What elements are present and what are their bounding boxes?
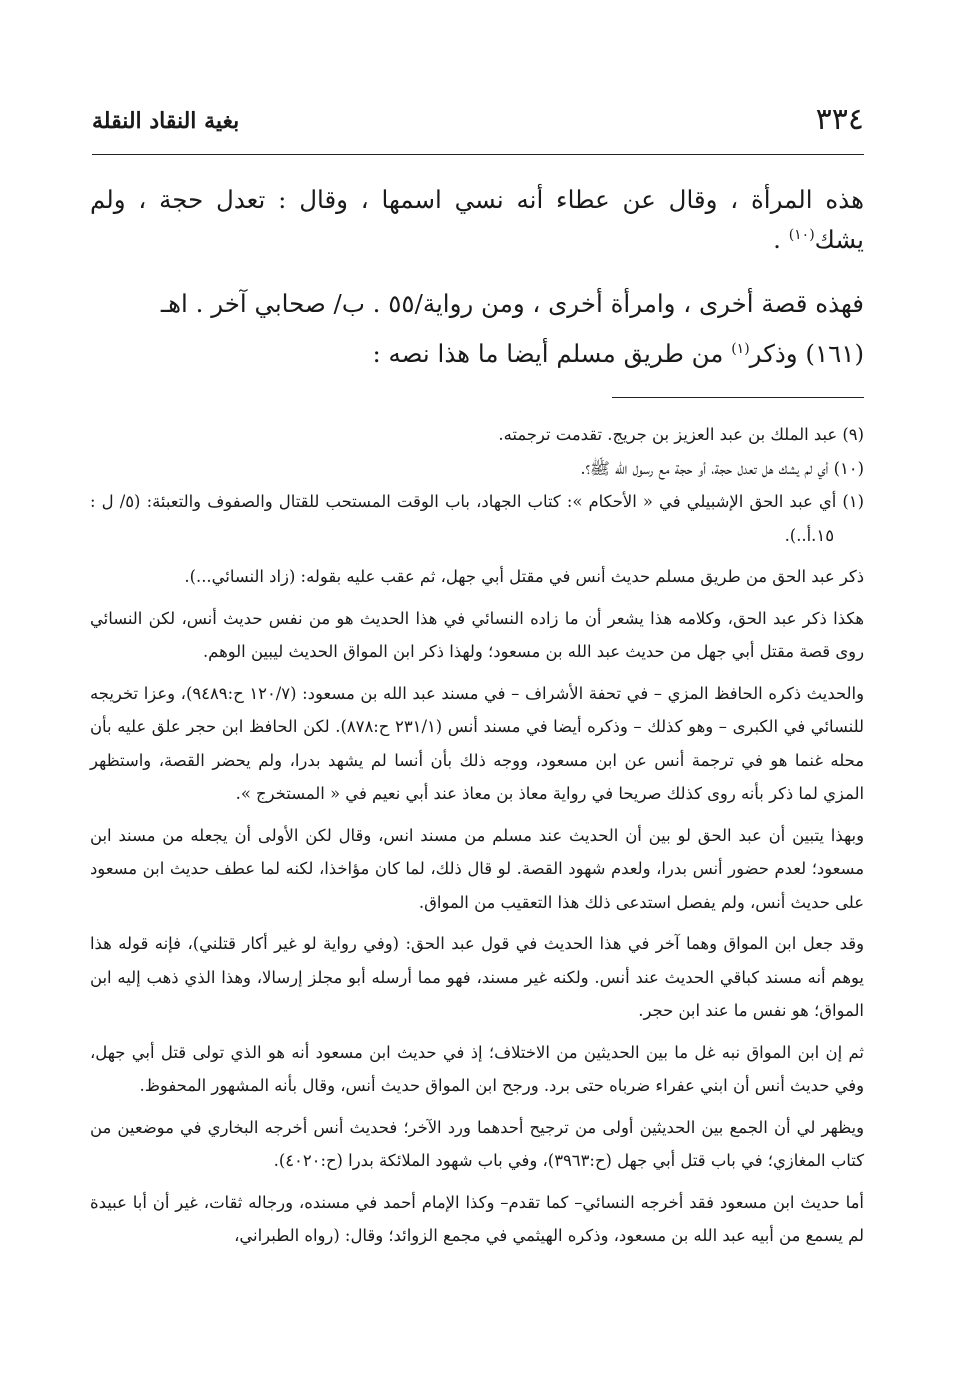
page-number: ٣٣٤: [815, 102, 864, 137]
footnote-paragraph: ثم إن ابن المواق نبه غل ما بين الحديثين من الاختلاف؛ إذ في حديث ابن مسعود أنه هو الذي تولى قتل أبي جهل، وفي حديث أنس أن ابني عفراء ضرباه حتى برد. ورجح ابن المواق حديث أنس، وقال بأنه المشهور المحفوظ.: [90, 1042, 864, 1095]
footnote-10: (١٠) أي لم يشك هل تعدل حجة، أو حجة مع رسول الله ﷺ؟.: [580, 458, 864, 478]
footnote-paragraph: أما حديث ابن مسعود فقد أخرجه النسائي– كما تقدم– وكذا الإمام أحمد في مسنده، ورجاله ثقات، غير أن أبا عبيدة لم يسمع من أبيه عبد الله بن مسعود، وذكره الهيثمي في مجمع الزوائد؛ وقال: (رواه الطبراني،: [90, 1192, 864, 1245]
footnote-9: (٩) عبد الملك بن عبد العزيز بن جريج. تقدمت ترجمته.: [498, 425, 864, 444]
main-paragraph-1-end: .: [773, 225, 789, 254]
footnote-marker-10: (١٠): [788, 226, 815, 243]
main-paragraph-3-end: من طريق مسلم أيضا ما هذا نصه :: [372, 339, 732, 368]
main-paragraph-1: [90, 180, 864, 260]
footnote-paragraph: ويظهر لي أن الجمع بين الحديثين أولى من ترجيح أحدهما ورد الآخر؛ فحديث أنس أخرجه البخاري في موضعين من كتاب المغازي؛ في باب قتل أبي جهل (ح:٣٩٦٣)، وفي باب شهود الملائكة بدرا (ح:٤٠٢٠).: [90, 1117, 864, 1170]
footnotes: [90, 418, 864, 1253]
footnote-marker-1: (١): [731, 340, 750, 357]
main-paragraph-1-text: هذه المرأة ، وقال عن عطاء أنه نسي اسمها ، وقال : تعدل حجة ، ولم يشك: [90, 185, 864, 254]
main-paragraph-2: فهذه قصة أخرى ، وامرأة أخرى ، ومن رواية/٥٥ . ب/ صحابي آخر . اهـ: [160, 289, 864, 318]
footnote-paragraph: والحديث ذكره الحافظ المزي – في تحفة الأشراف – في مسند عبد الله بن مسعود: (١٢٠/٧ ح:٩٤٨٩)، وعزا تخريجه للنسائي في الكبرى – وهو كذلك – وذكره أيضا في مسند أنس (٢٣١/١ ح:٨٧٨). لكن الحافظ ابن حجر علق عليه بأن محله غنما هو في ترجمة أنس عن ابن مسعود، ووجه ذلك بأن أنسا لم يشهد بدرا، ولم يحضر القصة، واستظهر المزي لما ذكر بأنه روى كذلك صريحا في رواية معاذ بن معاذ عند أبي نعيم في « المستخرج ».: [90, 683, 864, 803]
footnote-paragraph: هكذا ذكر عبد الحق، وكلامه هذا يشعر أن ما زاده النسائي في هذا الحديث هو من نفس حديث أنس، لكن النسائي روى قصة مقتل أبي جهل من حديث عبد الله بن مسعود؛ ولهذا ذكر ابن المواق الحديث ليبين الوهم.: [90, 608, 864, 661]
footnote-separator: [612, 397, 864, 398]
footnote-paragraph: وقد جعل ابن المواق وهما آخر في هذا الحديث في قول عبد الحق: (وفي رواية لو غير أكار قتلني)، فإنه قوله هذا يوهم أنه مسند كباقي الحديث عند أنس. ولكنه غير مسند، فهو مما أرسله أبو مجلز إرسالا، وهذا الذي ذهب إليه ابن المواق؛ هو نفس ما عند ابن حجر.: [90, 934, 864, 1020]
footnote-1: (١) أي عبد الحق الإشبيلي في « الأحكام »: كتاب الجهاد، باب الوقت المستحب للقتال والصفوف والتعبئة: (٥/ ل : ١٥.أ..).: [90, 492, 864, 545]
footnote-paragraph: وبهذا يتبين أن عبد الحق لو بين أن الحديث عند مسلم من مسند انس، وقال لكن الأولى أن يجعله من مسند ابن مسعود؛ لعدم حضور أنس بدرا، ولعدم شهود القصة. لو قال ذلك، لما كان مؤاخذا، لكنه لما عطف حديث ابن مسعود على حديث أنس، ولم يفصل استدعى ذلك هذا التعقيب من المواق.: [90, 825, 864, 912]
running-title: بغية النقاد النقلة: [92, 108, 240, 134]
running-head: [92, 98, 864, 148]
footnote-paragraph: ذكر عبد الحق من طريق مسلم حديث أنس في مقتل أبي جهل، ثم عقب عليه بقوله: (زاد النسائي...).: [184, 567, 864, 586]
main-paragraph-3: [90, 334, 864, 374]
main-paragraph-3-start: (١٦١) وذكر: [749, 339, 864, 368]
header-rule: [92, 154, 864, 155]
